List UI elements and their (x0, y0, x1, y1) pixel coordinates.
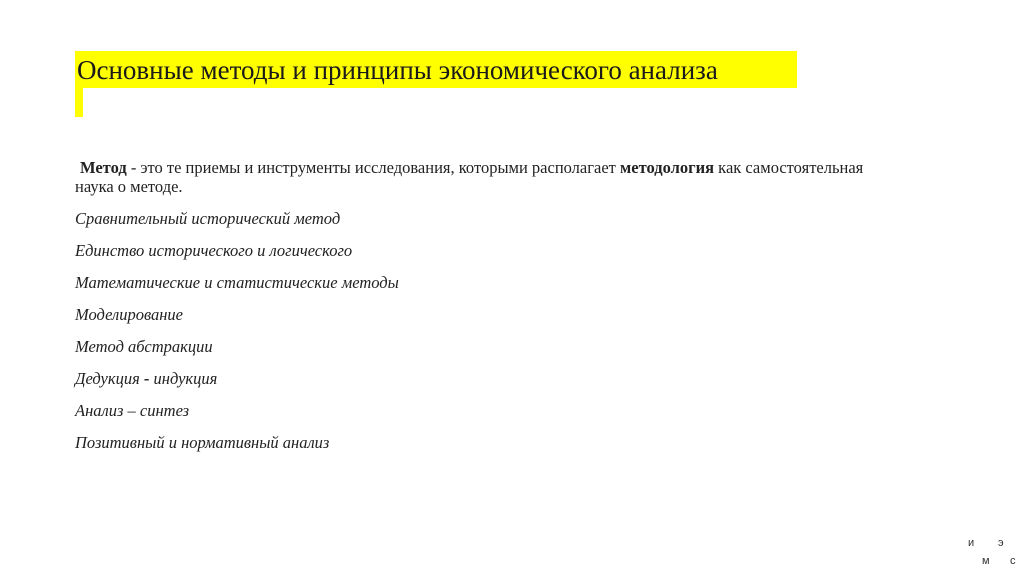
method-item: Моделирование (75, 305, 184, 324)
method-item-left: Дедукция (75, 369, 144, 388)
logo-letter: и (968, 537, 975, 549)
definition-term: Метод (80, 158, 127, 177)
method-item: Анализ – синтез (75, 401, 190, 420)
definition-bold-word: методология (620, 158, 715, 177)
method-item: Единство исторического и логического (75, 241, 353, 260)
methods-list (75, 209, 399, 465)
method-definition (75, 158, 875, 196)
logo-letter: с (1010, 555, 1016, 567)
method-item (75, 369, 399, 401)
logo-letter: м (982, 555, 990, 567)
imes-logo (962, 537, 1022, 573)
method-item-separator: - (143, 369, 150, 388)
definition-text-before: - это те приемы и инструменты исследования, которыми располагает (126, 158, 620, 177)
slide-title: Основные методы и принципы экономического анализа (77, 55, 718, 85)
definition-text-after: как самостоятельная наука о методе. (75, 158, 864, 196)
method-item: Сравнительный исторический метод (75, 209, 341, 228)
method-item: Математические и статистические методы (75, 273, 399, 292)
method-item: Позитивный и нормативный анализ (75, 433, 330, 452)
logo-letter: э (998, 537, 1004, 549)
method-item: Метод абстракции (75, 337, 213, 356)
method-item-right: индукция (149, 369, 218, 388)
